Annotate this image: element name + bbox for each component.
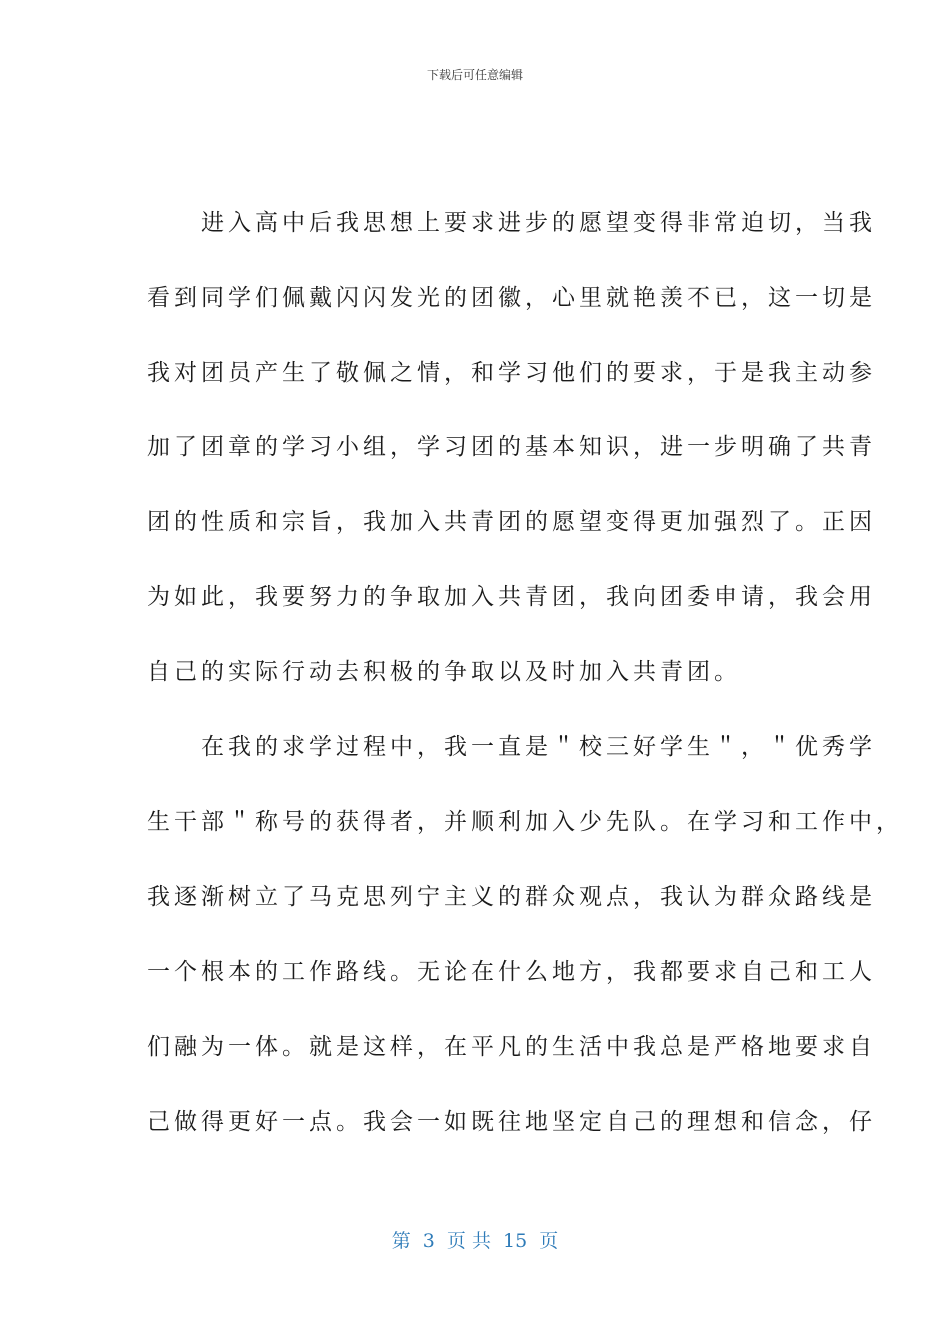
page-footer (0, 1226, 950, 1253)
body-line: 们融为一体。就是这样，在平凡的生活中我总是严格地要求自 (147, 1034, 876, 1060)
current-page-number: 3 (422, 1230, 435, 1252)
footer-middle: 页 共 (446, 1230, 491, 1252)
body-line: 在我的求学过程中，我一直是＂校三好学生＂，＂优秀学 (147, 734, 876, 760)
body-line: 团的性质和宗旨，我加入共青团的愿望变得更加强烈了。正因 (147, 509, 876, 535)
body-line: 为如此，我要努力的争取加入共青团，我向团委申请，我会用 (147, 584, 876, 610)
body-line: 我对团员产生了敬佩之情，和学习他们的要求，于是我主动参 (147, 360, 876, 386)
body-line: 己做得更好一点。我会一如既往地坚定自己的理想和信念，仔 (147, 1109, 876, 1135)
total-pages-number: 15 (503, 1230, 528, 1252)
body-line: 进入高中后我思想上要求进步的愿望变得非常迫切，当我 (147, 210, 876, 236)
footer-suffix: 页 (539, 1230, 559, 1252)
footer-prefix: 第 (391, 1230, 411, 1252)
header-note: 下载后可任意编辑 (426, 68, 523, 82)
body-line: 生干部＂称号的获得者，并顺利加入少先队。在学习和工作中， (147, 809, 903, 835)
body-line: 我逐渐树立了马克思列宁主义的群众观点，我认为群众路线是 (147, 884, 876, 910)
body-line: 自己的实际行动去积极的争取以及时加入共青团。 (147, 659, 741, 685)
body-line: 加了团章的学习小组，学习团的基本知识，进一步明确了共青 (147, 434, 876, 460)
body-line: 一个根本的工作路线。无论在什么地方，我都要求自己和工人 (147, 959, 876, 985)
body-line: 看到同学们佩戴闪闪发光的团徽，心里就艳羡不已，这一切是 (147, 285, 876, 311)
